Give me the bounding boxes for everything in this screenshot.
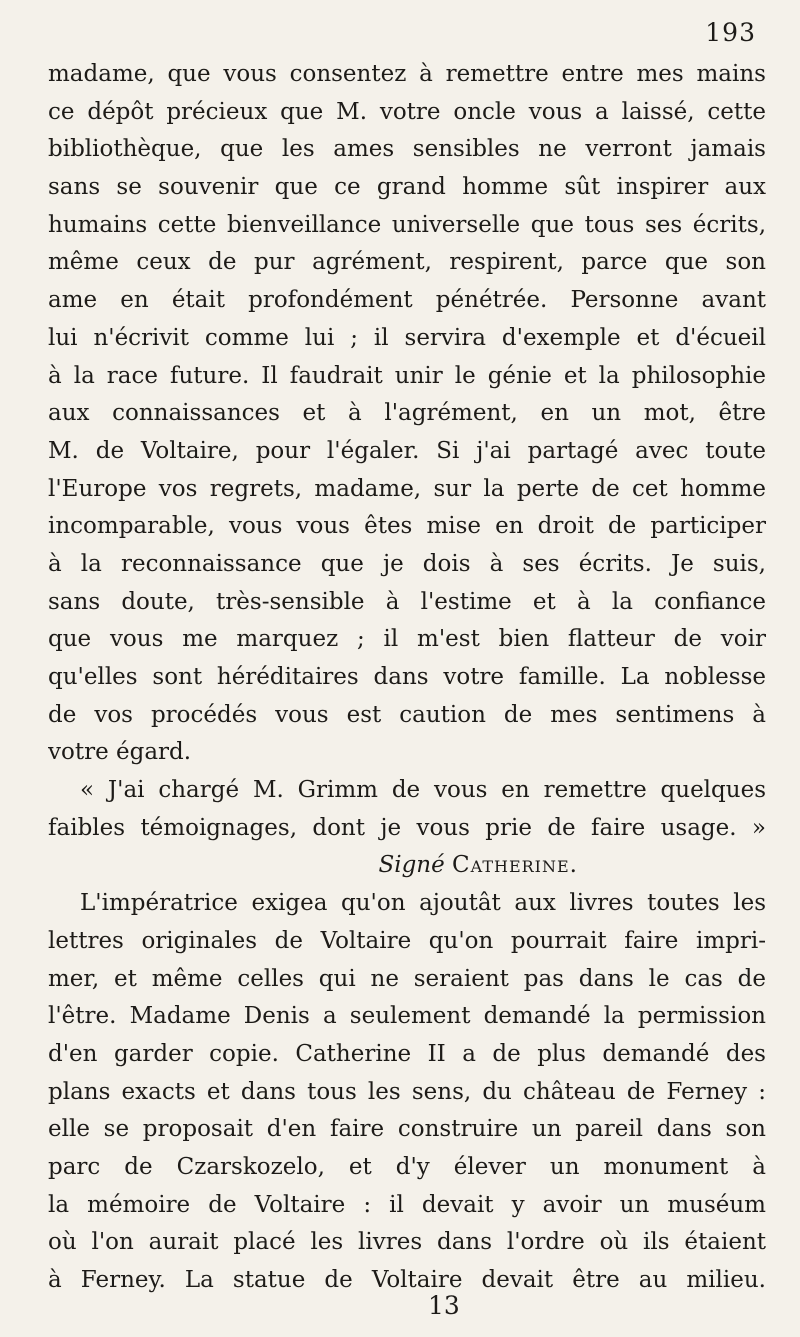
text-line: incomparable, vous vous êtes mise en droit de participer <box>48 513 766 540</box>
text-line: qu'elles sont héréditaires dans votre famille. La noblesse <box>48 664 766 690</box>
text-line: M. de Voltaire, pour l'égaler. Si j'ai partagé avec toute <box>48 437 766 464</box>
body-line: lettres originales de Voltaire qu'on pourrait faire impri- <box>48 927 766 954</box>
signature-line <box>48 847 766 885</box>
text-line: aux connaissances et à l'agrément, en un mot, être <box>48 400 766 427</box>
signature-name: Catherine. <box>452 852 578 879</box>
body-line: d'en garder copie. Catherine II a de plus demandé des <box>48 1040 766 1067</box>
body-line: à Ferney. La statue de Voltaire devait être au milieu. <box>48 1267 766 1293</box>
text-line: l'Europe vos regrets, madame, sur la perte de cet homme <box>48 475 766 502</box>
text-line: que vous me marquez ; il m'est bien flatteur de voir <box>48 626 766 653</box>
text-line: même ceux de pur agrément, respirent, parce que son <box>48 249 766 276</box>
page-number: 193 <box>705 18 756 47</box>
text-line: à la race future. Il faudrait unir le génie et la philosophie <box>48 362 766 389</box>
text-line: lui n'écrivit comme lui ; il servira d'exemple et d'écueil <box>48 324 766 351</box>
printer-signature-mark: 13 <box>428 1291 460 1320</box>
closing-line: faibles témoignages, dont je vous prie de faire usage. » <box>48 814 766 841</box>
body-line: parc de Czarskozelo, et d'y élever un monument à <box>48 1153 766 1180</box>
body-line: où l'on aurait placé les livres dans l'ordre où ils étaient <box>48 1229 766 1256</box>
signature-label: Signé <box>378 852 445 879</box>
body-line: L'impératrice exigea qu'on ajoutât aux livres toutes les <box>80 890 766 917</box>
text-line: à la reconnaissance que je dois à ses écrits. Je suis, <box>48 550 766 577</box>
text-line: ame en était profondément pénétrée. Personne avant <box>48 287 766 314</box>
page-text <box>48 56 766 1300</box>
body-line: la mémoire de Voltaire : il devait y avoir un muséum <box>48 1191 766 1218</box>
text-line: bibliothèque, que les ames sensibles ne verront jamais <box>48 136 766 163</box>
text-line: humains cette bienveillance universelle que tous ses écrits, <box>48 211 766 238</box>
text-line: de vos procédés vous est caution de mes sentimens à <box>48 701 766 728</box>
closing-line: « J'ai chargé M. Grimm de vous en remettre quelques <box>80 777 766 804</box>
text-line: ce dépôt précieux que M. votre oncle vous a laissé, cette <box>48 98 766 125</box>
body-line: mer, et même celles qui ne seraient pas dans le cas de <box>48 965 766 992</box>
text-line: votre égard. <box>48 739 192 766</box>
text-line: sans doute, très-sensible à l'estime et à la confiance <box>48 588 766 615</box>
text-line: sans se souvenir que ce grand homme sût inspirer aux <box>48 174 766 201</box>
text-line: madame, que vous consentez à remettre entre mes mains <box>48 61 766 87</box>
body-line: plans exacts et dans tous les sens, du château de Ferney : <box>48 1078 766 1105</box>
body-line: elle se proposait d'en faire construire un pareil dans son <box>48 1116 766 1143</box>
body-line: l'être. Madame Denis a seulement demandé la permission <box>48 1003 766 1030</box>
